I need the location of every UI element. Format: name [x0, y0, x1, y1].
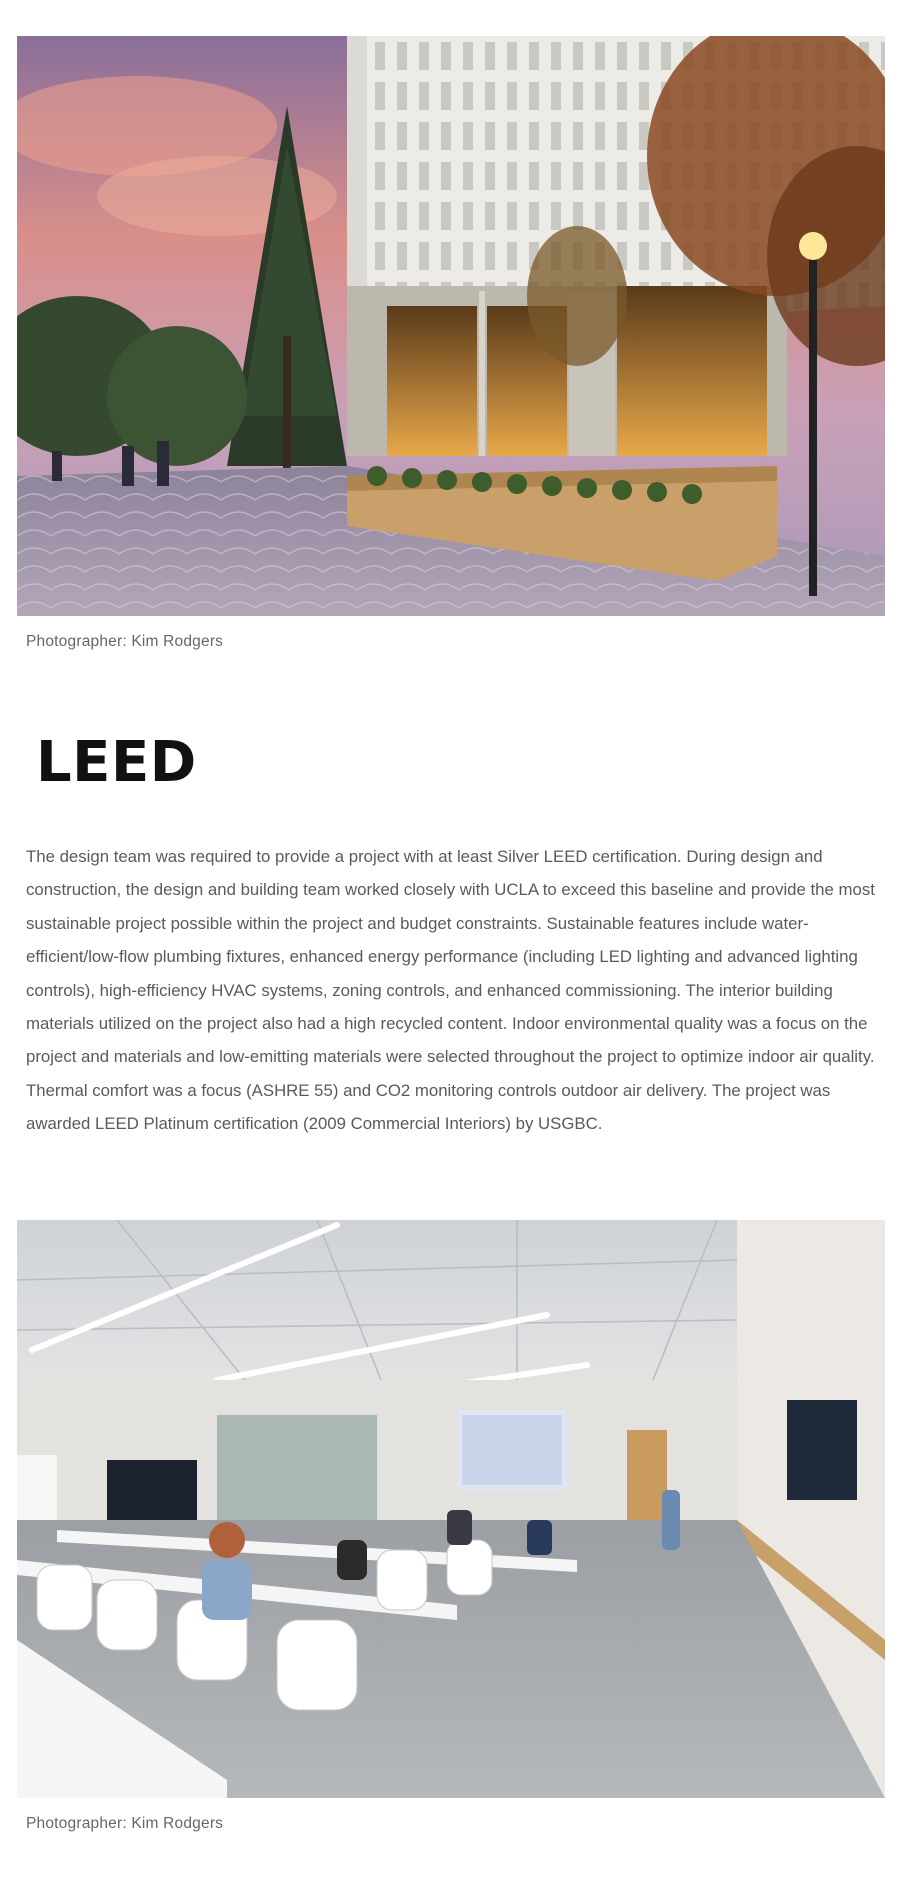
section-heading: LEED	[36, 730, 197, 795]
classroom-interior-photo	[17, 1220, 885, 1798]
exterior-building-illustration	[17, 36, 885, 616]
section-body-text: The design team was required to provide a project with at least Silver LEED certification. During design and construction, the design and building team worked closely with UCLA to exceed this baseline and provide the most sustainable project possible within the project and budget constraints. Sustainable features include water-efficient/low-flow plumbing fixtures, enhanced energy performance (including LED lighting and advanced lighting controls), high-efficiency HVAC systems, zoning controls, and enhanced commissioning. The interior building materials utilized on the project also had a high recycled content. Indoor environmental quality was a focus on the project and materials and low-emitting materials were selected throughout the project to optimize indoor air quality. Thermal comfort was a focus (ASHRE 55) and CO2 monitoring controls outdoor air delivery. The project was awarded LEED Platinum certification (2009 Commercial Interiors) by USGBC.	[26, 847, 875, 1134]
photo-caption-bottom: Photographer: Kim Rodgers	[26, 1815, 224, 1832]
classroom-interior-illustration	[17, 1220, 885, 1798]
exterior-building-photo	[17, 36, 885, 616]
photo-caption-top: Photographer: Kim Rodgers	[26, 633, 224, 650]
